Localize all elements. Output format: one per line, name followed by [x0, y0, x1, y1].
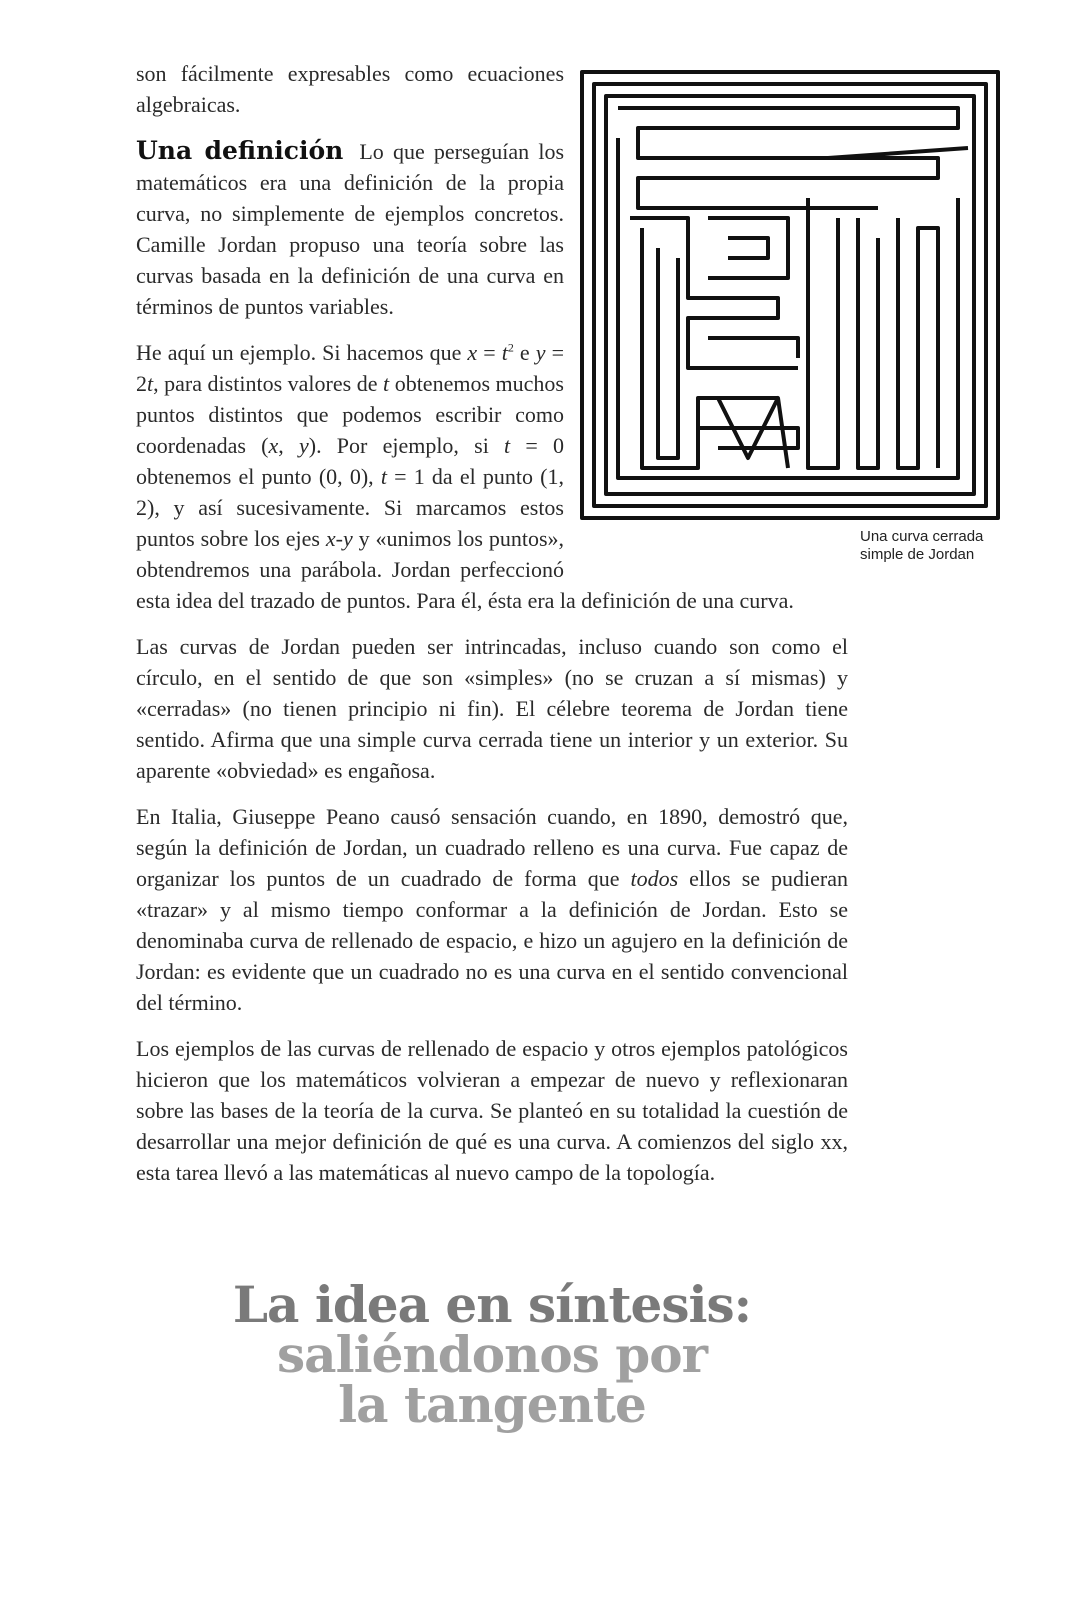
- text-run: obtenemos muchos puntos distintos que podemos escribir como coordenadas (: [136, 371, 564, 458]
- paragraph: [136, 631, 848, 786]
- paragraph: [136, 801, 848, 1018]
- text-run: Lo que perseguían los matemáticos era una definición de la propia curva, no simplemente de ejemplos concretos. Camille Jordan propuso una teoría sobre las curvas basada en la definición de una curva en términos de puntos variables.: [136, 139, 565, 319]
- caption-line: simple de Jordan: [860, 546, 975, 563]
- text-run: y «unimos los puntos», obtendremos una parábola. Jordan perfeccionó esta idea del trazado de puntos. Para él, ésta era la definición de una curva.: [136, 526, 794, 613]
- text-run: 2: [507, 340, 514, 355]
- text-run: ,: [278, 433, 299, 458]
- summary-title-line: saliéndonos por: [277, 1325, 707, 1384]
- text-run: Las curvas de Jordan pueden ser intrincadas, incluso cuando son como el círculo, en el sentido de que son «simples» (no se cruzan a sí mismas) y «cerradas» (no tienen principio ni fin). El célebre teorema de Jordan tiene sentido. Afirma que una simple curva cerrada tiene un interior y un exterior. Su aparente «obviedad» es engañosa.: [136, 634, 848, 783]
- text-run: ellos se pudieran «trazar» y al mismo tiempo conformar a la definición de Jordan. Esto se denominaba curva de rellenado de espacio, e hizo un agujero en la definición de Jordan: es evidente que un cuadrado no es una curva en el sentido convencional del término.: [136, 866, 848, 1015]
- text-run: , para distintos valores de: [153, 371, 384, 396]
- text-run: =: [477, 340, 502, 365]
- text-run: x: [467, 340, 478, 365]
- caption-line: Una curva cerrada: [860, 528, 984, 545]
- text-run: t: [501, 340, 508, 365]
- text-run: y: [535, 340, 546, 365]
- text-run: x-y: [325, 526, 353, 551]
- text-run: y: [298, 433, 309, 458]
- text-column: [136, 58, 984, 1203]
- jordan-curve-figure: [578, 58, 1018, 563]
- maze-curve-illustration: [578, 68, 1008, 528]
- text-run: Los ejemplos de las curvas de rellenado de espacio y otros ejemplos patológicos hicieron que los matemáticos volvieran a empezar de nuevo y reflexionaran sobre las bases de la teoría de la curva. Se planteó en su totalidad la cuestión de desarrollar una mejor definición de qué es una curva. A comienzos del siglo xx, esta tarea llevó a las matemáticas al nuevo campo de la topología.: [136, 1036, 848, 1185]
- summary-title: [136, 1275, 848, 1434]
- text-run: todos: [630, 866, 679, 891]
- figure-caption: [860, 528, 983, 564]
- text-run: t: [380, 464, 387, 489]
- text-run: = 2: [136, 340, 564, 396]
- text-run: ). Por ejemplo, si: [308, 433, 505, 458]
- paragraph: [136, 1033, 848, 1188]
- text-run: = 1 da el punto (1, 2), y así sucesivamente. Si marcamos estos puntos sobre los ejes: [136, 464, 564, 551]
- summary-title-line: la tangente: [338, 1375, 646, 1434]
- text-run: t: [504, 433, 511, 458]
- summary-title-line: La idea en síntesis:: [232, 1275, 752, 1334]
- text-run: son fácilmente expresables como ecuaciones algebraicas.: [136, 61, 564, 117]
- text-run: t: [383, 371, 390, 396]
- text-run: He aquí un ejemplo. Si hacemos que: [136, 340, 468, 365]
- text-run: t: [147, 371, 154, 396]
- section-heading: Una definición: [136, 136, 344, 165]
- text-run: = 0 obtenemos el punto (0, 0),: [136, 433, 564, 489]
- text-run: x: [268, 433, 279, 458]
- text-run: En Italia, Giuseppe Peano causó sensación cuando, en 1890, demostró que, según la definición de Jordan, un cuadrado relleno es una curva. Fue capaz de organizar los puntos de un cuadrado de forma que: [136, 804, 848, 891]
- text-run: e: [513, 340, 536, 365]
